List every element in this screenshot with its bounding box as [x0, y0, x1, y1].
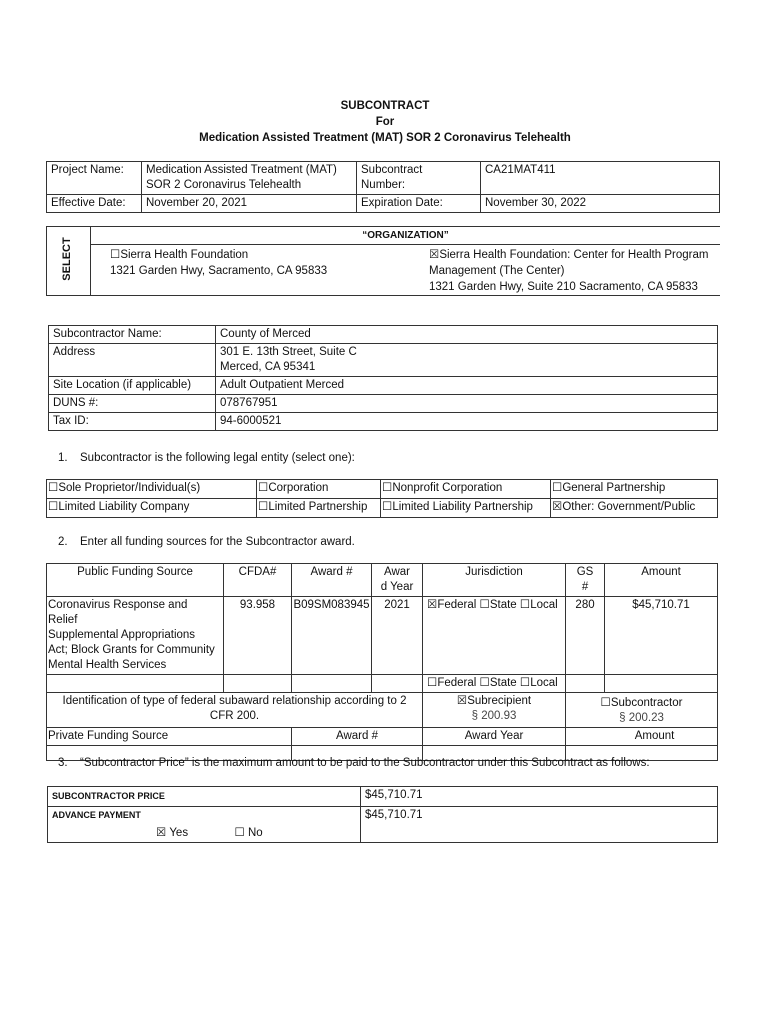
subcontract-number-label-line2: Number: — [361, 179, 406, 191]
address-label: Address — [49, 344, 216, 377]
header-award-year-1: Awar — [384, 566, 410, 578]
address-line1: 301 E. 13th Street, Suite C — [220, 346, 357, 358]
local-label: Local — [530, 677, 558, 689]
state-label: State — [489, 599, 517, 611]
entity-label: Other: Government/Public — [562, 501, 696, 513]
identification-cell — [47, 693, 423, 728]
option2-line1: Sierra Health Foundation: Center for Health Program — [439, 249, 709, 261]
subcontract-number-label — [357, 162, 481, 195]
entity-label: Limited Liability Company — [58, 501, 190, 513]
amount-cell: $45,710.71 — [605, 597, 718, 675]
expiration-date: November 30, 2022 — [481, 195, 720, 213]
federal-label: Federal — [437, 677, 477, 689]
entity-label: General Partnership — [562, 482, 666, 494]
private-source-header: Private Funding Source — [47, 728, 292, 746]
source-line1: Coronavirus Response and Relief — [48, 599, 188, 626]
source-line2: Supplemental Appropriations — [48, 629, 196, 641]
entity-label: Sole Proprietor/Individual(s) — [58, 482, 201, 494]
section3-text: “Subcontractor Price” is the maximum amount to be paid to the Subcontractor under this Subcontract as follows: — [80, 757, 650, 769]
checkbox-checked-icon[interactable]: ☒ — [156, 827, 167, 839]
entity-label: Limited Liability Partnership — [392, 501, 533, 513]
header-award-year — [372, 564, 423, 597]
option1-address: 1321 Garden Hwy, Sacramento, CA 95833 — [110, 265, 328, 277]
organization-heading: “ORGANIZATION” — [91, 227, 720, 245]
subcontractor-label: Subcontractor — [610, 697, 683, 709]
subcontractor-cell[interactable] — [566, 693, 718, 728]
advance-cell — [48, 807, 361, 843]
section3-number: 3. — [58, 757, 68, 769]
subcontractor-table — [48, 325, 718, 431]
checkbox-unchecked-icon[interactable]: ☐ — [110, 249, 121, 261]
header-award: Award # — [292, 564, 372, 597]
address — [216, 344, 718, 377]
jurisdiction-cell-2[interactable] — [423, 675, 566, 693]
project-table — [46, 161, 720, 213]
checkbox-unchecked-icon[interactable]: ☐ — [382, 482, 393, 494]
no-label: No — [248, 827, 263, 839]
checkbox-unchecked-icon[interactable]: ☐ — [258, 482, 269, 494]
header-amount: Amount — [605, 564, 718, 597]
organization-option-1[interactable] — [110, 248, 248, 263]
federal-label: Federal — [437, 599, 477, 611]
empty-cell — [292, 675, 372, 693]
award-cell: B09SM083945 — [292, 597, 372, 675]
checkbox-unchecked-icon[interactable]: ☐ — [519, 677, 531, 689]
identification-line1: Identification of type of federal subaward relationship according to 2 — [62, 695, 407, 707]
select-label: SELECT — [61, 237, 73, 281]
checkbox-unchecked-icon[interactable]: ☐ — [519, 599, 531, 611]
organization-option-2[interactable] — [429, 248, 708, 263]
select-column — [47, 227, 91, 295]
private-award-header: Award # — [292, 728, 423, 746]
empty-cell — [224, 675, 292, 693]
header-gs-2: # — [581, 581, 589, 593]
entity-option[interactable] — [47, 480, 257, 499]
subrecipient-label: Subrecipient — [467, 695, 532, 707]
duns-label: DUNS #: — [49, 395, 216, 413]
subrecipient-cell[interactable] — [423, 693, 566, 728]
header-gs — [566, 564, 605, 597]
checkbox-unchecked-icon[interactable]: ☐ — [479, 599, 490, 611]
entity-label: Limited Partnership — [268, 501, 368, 513]
project-name — [142, 162, 357, 195]
price-label: SUBCONTRACTOR PRICE — [48, 787, 361, 807]
subrecipient-ref: § 200.93 — [471, 710, 517, 722]
tax-id: 94-6000521 — [216, 413, 718, 431]
checkbox-unchecked-icon[interactable]: ☐ — [552, 482, 563, 494]
subcontractor-name: County of Merced — [216, 326, 718, 344]
expiration-date-label: Expiration Date: — [357, 195, 481, 213]
private-year-header: Award Year — [423, 728, 566, 746]
checkbox-unchecked-icon[interactable]: ☐ — [48, 482, 59, 494]
subcontractor-ref: § 200.23 — [619, 712, 664, 724]
entity-label: Corporation — [268, 482, 329, 494]
entity-option[interactable] — [551, 499, 718, 518]
header-jurisdiction: Jurisdiction — [423, 564, 566, 597]
advance-label: ADVANCE PAYMENT — [52, 810, 141, 820]
entity-option[interactable] — [551, 480, 718, 499]
project-name-label: Project Name: — [47, 162, 142, 195]
project-name-line2: SOR 2 Coronavirus Telehealth — [146, 179, 302, 191]
tax-id-label: Tax ID: — [49, 413, 216, 431]
source-line3: Act; Block Grants for Community — [48, 644, 215, 656]
empty-cell — [566, 675, 605, 693]
state-label: State — [489, 677, 517, 689]
checkbox-unchecked-icon[interactable]: ☐ — [479, 677, 490, 689]
header-gs-1: GS — [576, 566, 594, 578]
entity-option[interactable] — [257, 499, 381, 518]
checkbox-unchecked-icon[interactable]: ☐ — [382, 501, 393, 513]
empty-cell — [47, 675, 224, 693]
duns: 078767951 — [216, 395, 718, 413]
empty-cell — [605, 675, 718, 693]
public-source-cell — [47, 597, 224, 675]
document-title-for: For — [375, 116, 395, 128]
section2-text: Enter all funding sources for the Subcontractor award. — [80, 536, 355, 548]
subcontract-number: CA21MAT411 — [481, 162, 720, 195]
section1-text: Subcontractor is the following legal entity (select one): — [80, 452, 355, 464]
legal-entity-table — [46, 479, 718, 518]
header-public-source: Public Funding Source — [47, 564, 224, 597]
entity-option[interactable] — [47, 499, 257, 518]
header-award-year-2: d Year — [380, 581, 414, 593]
entity-option[interactable] — [381, 480, 551, 499]
checkbox-checked-icon[interactable]: ☒ — [456, 695, 468, 707]
checkbox-unchecked-icon[interactable]: ☐ — [600, 697, 611, 709]
advance-options — [52, 826, 356, 841]
effective-date-label: Effective Date: — [47, 195, 142, 213]
checkbox-checked-icon[interactable]: ☒ — [552, 501, 563, 513]
header-cfda: CFDA# — [224, 564, 292, 597]
local-label: Local — [530, 599, 558, 611]
document-subtitle: Medication Assisted Treatment (MAT) SOR 2 Coronavirus Telehealth — [199, 132, 571, 144]
section2-number: 2. — [58, 536, 68, 548]
subcontract-number-label-line1: Subcontract — [361, 164, 423, 176]
option2-address: 1321 Garden Hwy, Suite 210 Sacramento, CA 95833 — [429, 281, 698, 293]
advance-value: $45,710.71 — [361, 807, 718, 843]
source-line4: Mental Health Services — [48, 659, 167, 671]
document-title: SUBCONTRACT — [340, 100, 430, 112]
yes-label: Yes — [169, 827, 189, 839]
option2-line2: Management (The Center) — [429, 265, 565, 277]
price-table — [47, 786, 718, 843]
private-amount-header: Amount — [566, 728, 718, 746]
site-label: Site Location (if applicable) — [49, 377, 216, 395]
year-cell: 2021 — [372, 597, 423, 675]
entity-option[interactable] — [257, 480, 381, 499]
address-line2: Merced, CA 95341 — [220, 361, 316, 373]
price-value: $45,710.71 — [361, 787, 718, 807]
checkbox-unchecked-icon[interactable]: ☐ — [427, 677, 438, 689]
jurisdiction-cell[interactable] — [423, 597, 566, 675]
organization-box — [46, 226, 720, 296]
identification-line2: CFR 200. — [209, 710, 260, 722]
section1-number: 1. — [58, 452, 68, 464]
empty-cell — [372, 675, 423, 693]
option1-name: Sierra Health Foundation — [120, 249, 249, 261]
effective-date: November 20, 2021 — [142, 195, 357, 213]
project-name-line1: Medication Assisted Treatment (MAT) — [146, 164, 337, 176]
cfda-cell: 93.958 — [224, 597, 292, 675]
subcontractor-name-label: Subcontractor Name: — [49, 326, 216, 344]
no-option[interactable] — [234, 827, 262, 839]
checkbox-unchecked-icon[interactable]: ☐ — [48, 501, 59, 513]
site: Adult Outpatient Merced — [216, 377, 718, 395]
checkbox-checked-icon[interactable]: ☒ — [429, 249, 440, 261]
entity-option[interactable] — [381, 499, 551, 518]
funding-table — [46, 563, 718, 761]
checkbox-checked-icon[interactable]: ☒ — [427, 599, 438, 611]
entity-label: Nonprofit Corporation — [392, 482, 503, 494]
checkbox-unchecked-icon[interactable]: ☐ — [234, 827, 245, 839]
checkbox-unchecked-icon[interactable]: ☐ — [258, 501, 269, 513]
gs-cell: 280 — [566, 597, 605, 675]
yes-option[interactable] — [156, 827, 188, 839]
